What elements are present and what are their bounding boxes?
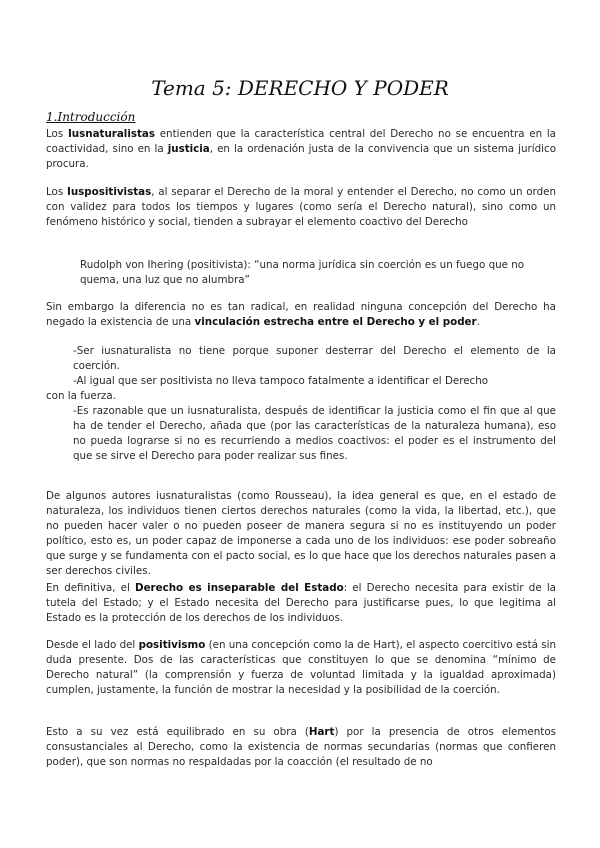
paragraph-positivismo: Desde el lado del positivismo (en una concepción como la de Hart), el aspecto coercitivo está sin duda presente. Dos de las características que constituyen lo que se denomina “mínimo de Derecho natural” (la comprensión y fuerza de voluntad limitada y la igualdad aproximada) cumplen, justamente, la función de mostrar la necesidad y la posibilidad de la coerción. [46, 639, 556, 696]
paragraph-sin-embargo: Sin embargo la diferencia no es tan radical, en realidad ninguna concepción del Derecho ha negado la existencia de una vinculación estrecha entre el Derecho y el poder. [46, 301, 556, 328]
paragraph-hart: Esto a su vez está equilibrado en su obra (Hart) por la presencia de otros elementos consustanciales al Derecho, como la existencia de normas secundarias (normas que confieren poder), que son normas no respaldadas por la coacción (el resultado de no [46, 726, 556, 768]
paragraph-rousseau: De algunos autores iusnaturalistas (como Rousseau), la idea general es que, en el estado de naturaleza, los individuos tienen ciertos derechos naturales (como la vida, la libertad, etc.), que no pueden hacer valer o no pueden poseer de manera segura si no es instituyendo un poder político, esto es, un poder capaz de imponerse a cada uno de los individuos: ese poder sobreaño que surge y se fundamenta con el pacto social, es lo que hace que los derechos naturales pasen a ser derechos civiles. [46, 490, 556, 577]
list-item-razonable: -Es razonable que un iusnaturalista, después de identificar la justicia como el fin que al que ha de tender el Derecho, añada que (por las características de la naturaleza humana), eso no pueda lograrse si no es recurriendo a medios coactivos: el poder es el instrumento del que se sirve el Derecho para poder realizar sus fines. [73, 405, 556, 462]
list-item-coercion: -Ser iusnaturalista no tiene porque suponer desterrar del Derecho el elemento de la coerción. [73, 345, 556, 372]
paragraph-en-definitiva: En definitiva, el Derecho es inseparable del Estado: el Derecho necesita para existir de la tutela del Estado; y el Estado necesita del Derecho para justificarse pues, lo que legitima al Estado es la protección de los derechos de los individuos. [46, 582, 556, 624]
page-title: Tema 5: DERECHO Y PODER [151, 76, 449, 100]
list-item-positivista: -Al igual que ser positivista no lleva tampoco fatalmente a identificar el Derecho con la fuerza. [46, 375, 489, 402]
paragraph-iusnaturalistas: Los Iusnaturalistas entienden que la característica central del Derecho no se encuentra en la coactividad, sino en la justicia, en la ordenación justa de la convivencia que un sistema jurídico procura. [46, 128, 556, 170]
paragraph-iuspositivistas: Los Iuspositivistas, al separar el Derecho de la moral y entender el Derecho, no como un orden con validez para todos los tiempos y lugares (como sería el Derecho natural), sino como un fenómeno histórico y social, tienden a subrayar el elemento coactivo del Derecho [46, 186, 556, 228]
quote-ihering: Rudolph von Ihering (positivista): “una norma jurídica sin coerción es un fuego que no quema, una luz que no alumbra” [80, 259, 525, 286]
section-heading: 1.Introducción [46, 110, 136, 124]
